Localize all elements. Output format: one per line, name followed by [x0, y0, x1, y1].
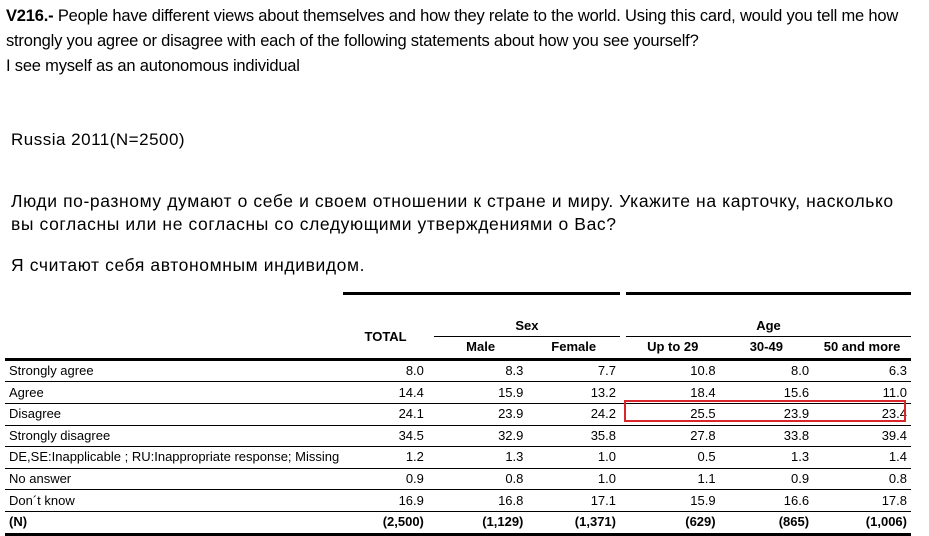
table-row	[5, 447, 911, 469]
cell-up-to-29: 10.8	[626, 359, 720, 382]
cell-50-and-more: 0.8	[813, 468, 911, 490]
row-label: Strongly agree	[5, 359, 343, 382]
cell-30-49: 0.9	[720, 468, 813, 490]
cell-male: 15.9	[434, 382, 528, 404]
cell-50-and-more: 23.4	[813, 403, 911, 425]
cell-male: 8.3	[434, 359, 528, 382]
row-label: Don´t know	[5, 490, 343, 512]
cell-total: 14.4	[343, 382, 428, 404]
table-row	[5, 359, 911, 382]
cell-male: (1,129)	[434, 511, 528, 534]
header-30-49: 30-49	[720, 337, 813, 360]
cell-30-49: 16.6	[720, 490, 813, 512]
cell-50-and-more: (1,006)	[813, 511, 911, 534]
cell-female: 1.0	[527, 468, 620, 490]
cell-female: 13.2	[527, 382, 620, 404]
cell-female: 35.8	[527, 425, 620, 447]
cell-50-and-more: 39.4	[813, 425, 911, 447]
cell-female: 7.7	[527, 359, 620, 382]
row-label: No answer	[5, 468, 343, 490]
country-label: Russia 2011(N=2500)	[11, 130, 186, 149]
russian-question: Люди по-разному думают о себе и своем отношении к стране и миру. Укажите на карточку, насколько вы согласны или не согласны со следующими утверждениями о Вас?	[11, 191, 894, 234]
cell-up-to-29: 1.1	[626, 468, 720, 490]
cell-30-49: 8.0	[720, 359, 813, 382]
cell-total: (2,500)	[343, 511, 428, 534]
question-block	[6, 4, 924, 79]
cell-female: (1,371)	[527, 511, 620, 534]
header-male: Male	[434, 337, 528, 360]
question-code: V216.-	[6, 7, 54, 25]
cell-total: 0.9	[343, 468, 428, 490]
cell-up-to-29: 15.9	[626, 490, 720, 512]
header-50-and-more: 50 and more	[813, 337, 911, 360]
row-label-n: (N)	[5, 511, 343, 534]
row-label: Disagree	[5, 403, 343, 425]
cell-female: 17.1	[527, 490, 620, 512]
cell-30-49: 1.3	[720, 447, 813, 469]
table-top-rule	[5, 294, 911, 316]
cell-total: 1.2	[343, 447, 428, 469]
cell-30-49: 33.8	[720, 425, 813, 447]
cell-50-and-more: 6.3	[813, 359, 911, 382]
cell-total: 8.0	[343, 359, 428, 382]
header-up-to-29: Up to 29	[626, 337, 720, 360]
cell-up-to-29: 18.4	[626, 382, 720, 404]
header-sub-row	[5, 337, 911, 360]
cell-30-49: 23.9	[720, 403, 813, 425]
cell-up-to-29: 25.5	[626, 403, 720, 425]
highlight-box	[624, 400, 906, 422]
cell-female: 24.2	[527, 403, 620, 425]
cell-female: 1.0	[527, 447, 620, 469]
russian-statement: Я считают себя автономным индивидом.	[11, 255, 366, 275]
cell-male: 1.3	[434, 447, 528, 469]
cell-total: 16.9	[343, 490, 428, 512]
cell-up-to-29: (629)	[626, 511, 720, 534]
cell-male: 23.9	[434, 403, 528, 425]
cell-up-to-29: 27.8	[626, 425, 720, 447]
cell-30-49: (865)	[720, 511, 813, 534]
row-label: Strongly disagree	[5, 425, 343, 447]
cell-male: 32.9	[434, 425, 528, 447]
header-group-row	[5, 316, 911, 337]
cell-50-and-more: 11.0	[813, 382, 911, 404]
question-statement: I see myself as an autonomous individual	[6, 57, 300, 75]
cell-50-and-more: 1.4	[813, 447, 911, 469]
question-text: People have different views about themselves and how they relate to the world. Using this card, would you tell me how strongly you agree or disagree with each of the following statements about how you see yourself?	[6, 7, 899, 50]
cell-30-49: 15.6	[720, 382, 813, 404]
header-female: Female	[527, 337, 620, 360]
cell-total: 34.5	[343, 425, 428, 447]
row-label: Agree	[5, 382, 343, 404]
cell-50-and-more: 17.8	[813, 490, 911, 512]
table-row	[5, 468, 911, 490]
header-total: TOTAL	[343, 316, 428, 360]
cell-total: 24.1	[343, 403, 428, 425]
table-row	[5, 425, 911, 447]
row-label: DE,SE:Inapplicable ; RU:Inappropriate response; Missing	[5, 447, 343, 469]
cell-male: 0.8	[434, 468, 528, 490]
cell-up-to-29: 0.5	[626, 447, 720, 469]
header-sex: Sex	[434, 316, 620, 337]
cell-male: 16.8	[434, 490, 528, 512]
table-row	[5, 490, 911, 512]
header-age: Age	[626, 316, 911, 337]
